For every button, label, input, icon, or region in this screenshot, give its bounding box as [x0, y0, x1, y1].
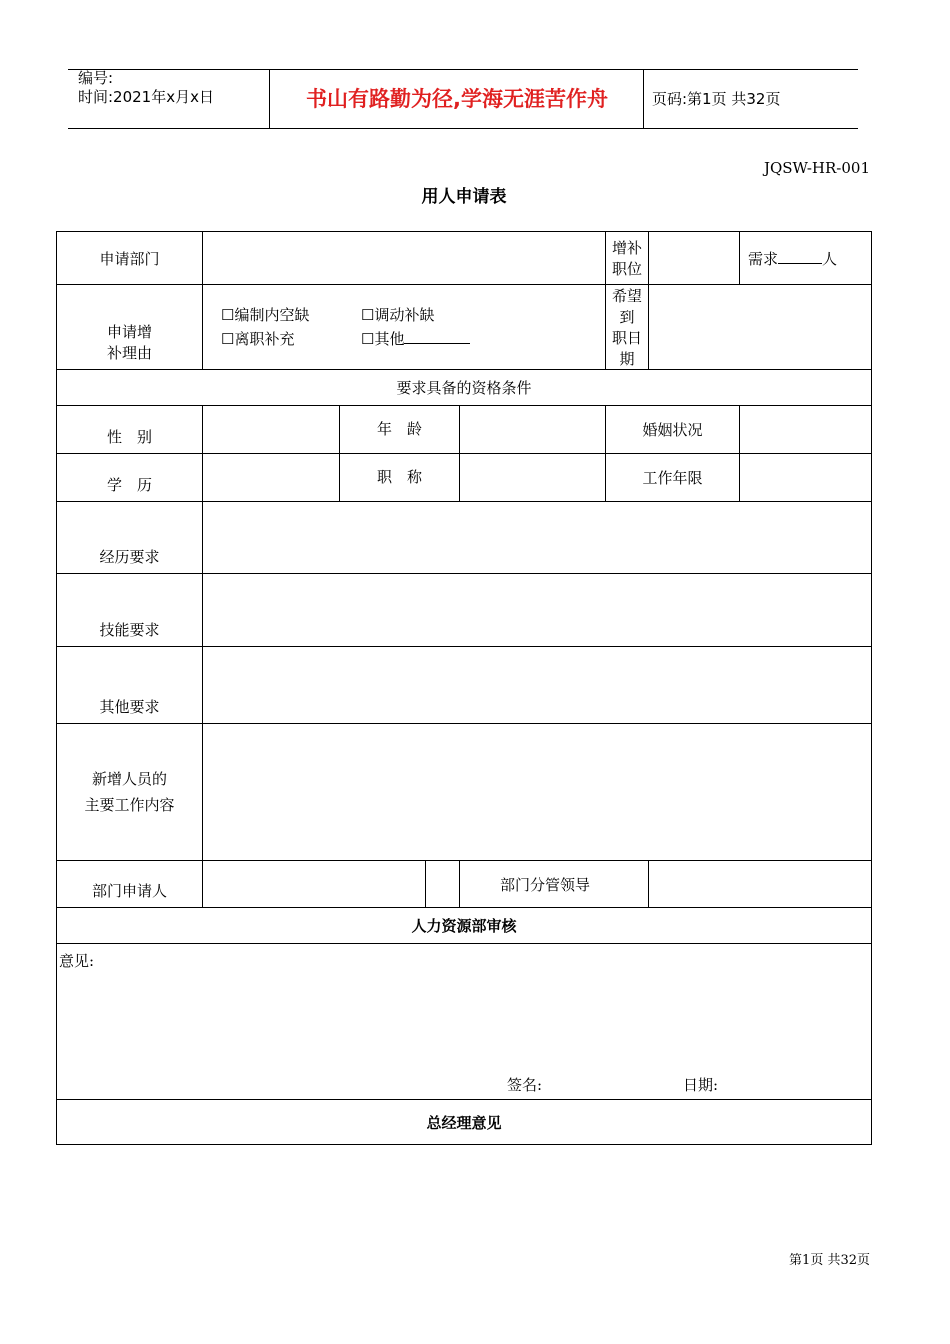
- skills-label: 技能要求: [57, 574, 203, 647]
- hr-opinion-field[interactable]: [57, 944, 872, 1100]
- reason-label-line1: 申请增: [106, 323, 152, 341]
- add-position-field[interactable]: [649, 232, 740, 285]
- age-label: 年 龄: [340, 406, 460, 454]
- dept-leader-text: 部门分管领导: [500, 875, 591, 894]
- education-field[interactable]: [203, 454, 340, 502]
- dept-leader-label: [460, 861, 649, 908]
- dept-applicant-field[interactable]: [203, 861, 460, 908]
- apply-dept-label: 申请部门: [57, 232, 203, 285]
- hr-review-heading: 人力资源部审核: [57, 908, 872, 944]
- expected-label-line1: 希望到: [612, 287, 643, 326]
- motto: 书山有路勤为径,学海无涯苦作舟: [306, 87, 608, 111]
- demand-suffix: 人: [822, 249, 838, 268]
- qualifications-heading: 要求具备的资格条件: [57, 370, 872, 406]
- work-years-field[interactable]: [740, 454, 872, 502]
- experience-field[interactable]: [203, 502, 872, 574]
- gender-label: 性 别: [57, 406, 203, 454]
- reason-label-line2: 补理由: [106, 344, 152, 362]
- demand-cell[interactable]: [740, 232, 872, 285]
- dept-applicant-label: 部门申请人: [57, 861, 203, 908]
- footer-page-number: 第1页 共32页: [789, 1253, 870, 1268]
- time-label: 时间:2021年x月x日: [78, 88, 214, 106]
- age-field[interactable]: [460, 406, 606, 454]
- work-years-label: 工作年限: [606, 454, 740, 502]
- option-other-blank[interactable]: [404, 329, 470, 344]
- document-code: JQSW-HR-001: [763, 159, 870, 177]
- page-info: 页码:第1页 共32页: [652, 90, 781, 108]
- gender-field[interactable]: [203, 406, 340, 454]
- demand-blank[interactable]: [778, 249, 822, 264]
- experience-label: 经历要求: [57, 502, 203, 574]
- expected-label-line2: 职日期: [612, 329, 643, 368]
- expected-date-label: [606, 285, 649, 370]
- header-bottom-rule: [68, 128, 858, 129]
- option-transfer-fill[interactable]: ☐调动补缺: [361, 306, 435, 324]
- add-position-label: 增补职位: [606, 232, 649, 285]
- dept-applicant-input[interactable]: [203, 861, 426, 907]
- application-form: [56, 231, 872, 1145]
- gm-opinion-heading: 总经理意见: [57, 1100, 872, 1145]
- marital-label: 婚姻状况: [606, 406, 740, 454]
- other-req-field[interactable]: [203, 647, 872, 724]
- title-rank-field[interactable]: [460, 454, 606, 502]
- header-top-rule: [68, 69, 858, 70]
- date-label: 日期:: [683, 1076, 719, 1094]
- apply-dept-field[interactable]: [203, 232, 606, 285]
- demand-prefix: 需求: [748, 249, 779, 268]
- reason-label: [57, 285, 203, 370]
- option-other-label: ☐其他: [361, 330, 405, 348]
- title-rank-label: 职 称: [340, 454, 460, 502]
- duties-label-line1: 新增人员的: [91, 770, 167, 788]
- education-label: 学 历: [57, 454, 203, 502]
- duties-label-line2: 主要工作内容: [84, 796, 175, 814]
- reason-options: [203, 285, 606, 370]
- marital-field[interactable]: [740, 406, 872, 454]
- serial-label: 编号:: [78, 69, 114, 87]
- page-title: 用人申请表: [421, 187, 507, 207]
- other-req-label: 其他要求: [57, 647, 203, 724]
- signature-label: 签名:: [507, 1076, 543, 1094]
- opinion-label: 意见:: [59, 952, 95, 970]
- option-in-quota-vacancy[interactable]: ☐编制内空缺: [221, 306, 310, 324]
- expected-date-field[interactable]: [649, 285, 872, 370]
- skills-field[interactable]: [203, 574, 872, 647]
- duties-field[interactable]: [203, 724, 872, 861]
- option-other[interactable]: [361, 327, 501, 351]
- dept-leader-field[interactable]: [649, 861, 872, 908]
- option-resignation-fill[interactable]: ☐离职补充: [221, 330, 295, 348]
- duties-label: [57, 724, 203, 861]
